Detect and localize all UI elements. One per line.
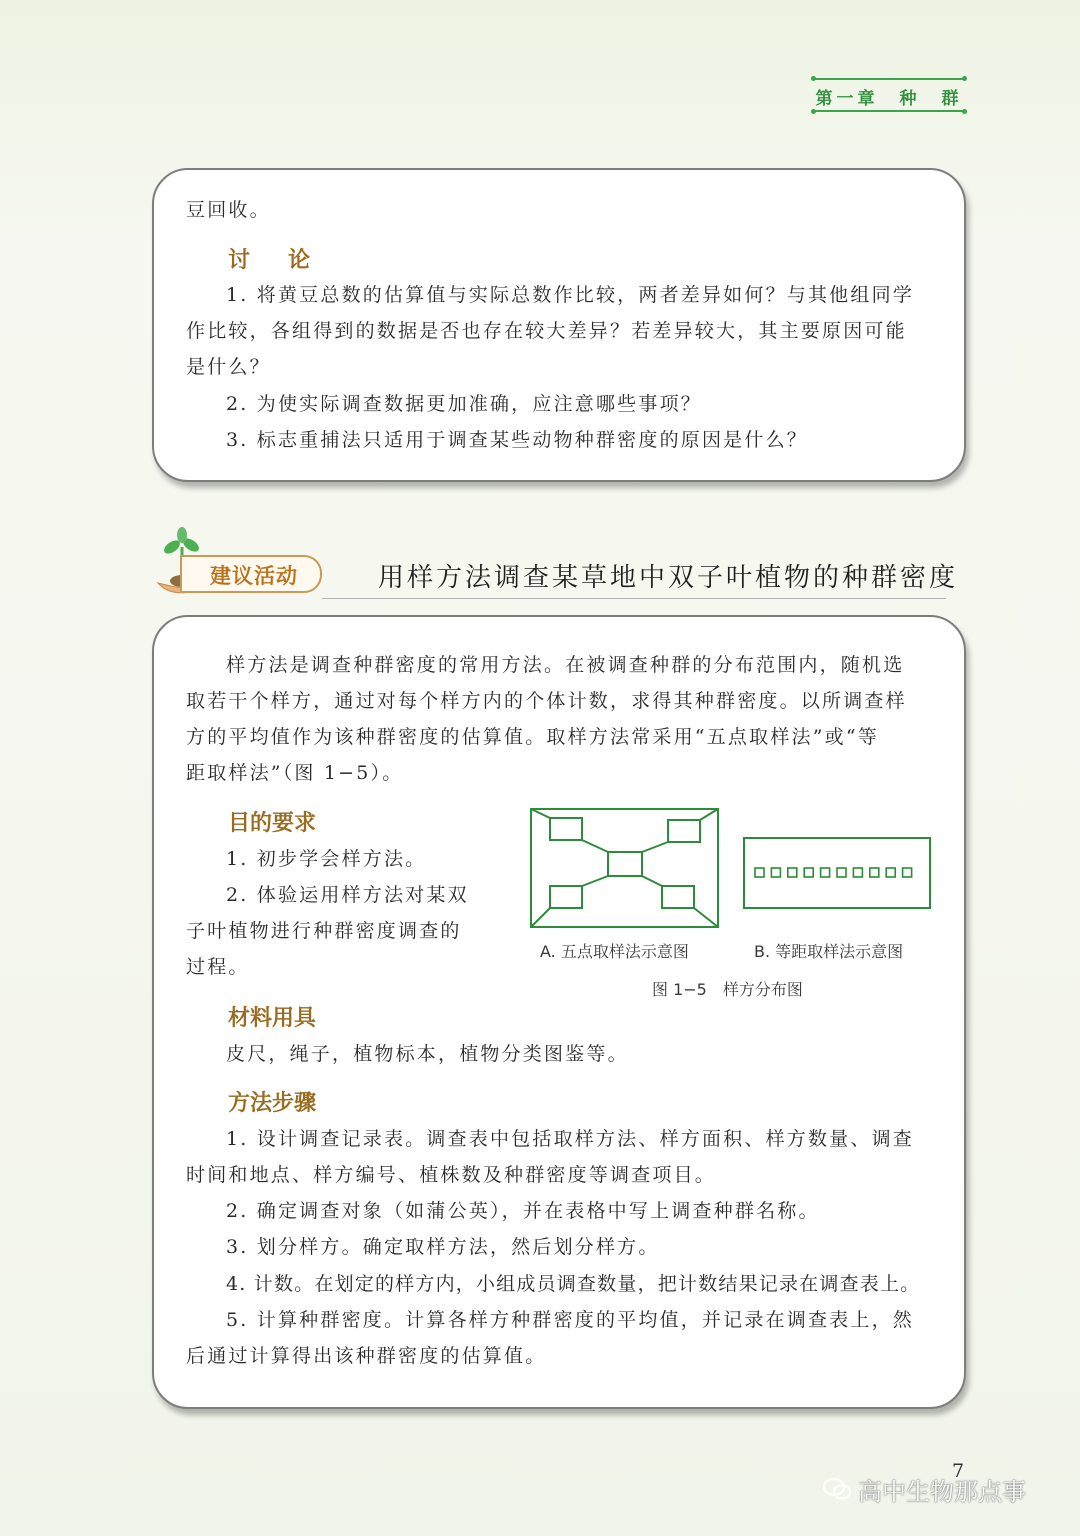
goal-line: 子叶植物进行种群密度调查的 (186, 920, 462, 942)
intro-line: 取若干个样方，通过对每个样方内的个体计数，求得其种群密度。以所调查样 (186, 690, 907, 712)
sample-square (755, 868, 764, 877)
chapter-tag-top-rule (814, 78, 964, 80)
discussion-line: 1. 将黄豆总数的估算值与实际总数作比较，两者差异如何？与其他组同学 (226, 284, 914, 306)
sample-square (853, 868, 862, 877)
goal-line: 过程。 (186, 956, 250, 978)
badge-label: 建议活动 (210, 564, 298, 588)
step-line: 5. 计算种群密度。计算各样方种群密度的平均值，并记录在调查表上，然 (226, 1309, 914, 1331)
sample-square (788, 868, 797, 877)
figure-caption: 图 1−5 样方分布图 (652, 980, 803, 999)
page-number: 7 (952, 1460, 965, 1482)
step-line: 2. 确定调查对象（如蒲公英），并在表格中写上调查种群名称。 (226, 1200, 820, 1222)
sample-square (886, 868, 895, 877)
intro-line: 样方法是调查种群密度的常用方法。在被调查种群的分布范围内，随机选 (226, 654, 905, 676)
wechat-icon (822, 1476, 852, 1502)
figure-caption-b: B. 等距取样法示意图 (754, 942, 904, 961)
sample-square (771, 868, 780, 877)
lead-text: 豆回收。 (186, 199, 271, 221)
chapter-tag-dot (962, 76, 967, 81)
goal-line: 1. 初步学会样方法。 (226, 848, 427, 870)
activity-title: 用样方法调查某草地中双子叶植物的种群密度 (378, 563, 959, 593)
materials-heading: 材料用具 (228, 1006, 317, 1031)
sample-square (804, 868, 813, 877)
equidistant-sampling-diagram (742, 836, 932, 912)
step-line: 1. 设计调查记录表。调查表中包括取样方法、样方面积、样方数量、调查 (226, 1128, 914, 1150)
chapter-tag-dot (811, 76, 816, 81)
sample-square (870, 868, 879, 877)
step-line: 4. 计数。在划定的样方内，小组成员调查数量，把计数结果记录在调查表上。 (226, 1273, 921, 1295)
intro-line: 距取样法”（图 1−5）。 (186, 762, 404, 784)
sample-square (821, 868, 830, 877)
sample-square (837, 868, 846, 877)
chapter-tag (814, 76, 964, 114)
intro-line: 方的平均值作为该种群密度的估算值。取样方法常采用“五点取样法”或“等 (186, 726, 879, 748)
step-line: 时间和地点、样方编号、植株数及种群密度等调查项目。 (186, 1164, 717, 1186)
materials-text: 皮尺，绳子，植物标本，植物分类图鉴等。 (226, 1043, 629, 1065)
discussion-heading: 讨 论 (228, 248, 319, 273)
five-point-sampling-diagram (524, 806, 724, 930)
sample-square (903, 868, 912, 877)
discussion-line: 3. 标志重捕法只适用于调查某些动物种群密度的原因是什么？ (226, 429, 808, 451)
chapter-tag-dot (811, 109, 816, 114)
discussion-line: 作比较，各组得到的数据是否也存在较大差异？若差异较大，其主要原因可能 (186, 320, 907, 342)
step-line: 后通过计算得出该种群密度的估算值。 (186, 1345, 547, 1367)
method-heading: 方法步骤 (228, 1091, 317, 1116)
goal-heading: 目的要求 (228, 811, 317, 836)
chapter-title: 第一章 种 群 (815, 89, 963, 109)
figure-caption-a: A. 五点取样法示意图 (540, 942, 689, 961)
title-rule (322, 598, 946, 599)
chapter-tag-bottom-rule (814, 110, 964, 112)
chapter-tag-dot (962, 109, 967, 114)
activity-badge (152, 525, 322, 597)
goal-line: 2. 体验运用样方法对某双 (226, 884, 469, 906)
discussion-line: 是什么？ (186, 356, 271, 378)
step-line: 3. 划分样方。确定取样方法，然后划分样方。 (226, 1236, 660, 1258)
watermark-text: 高中生物那点事 (858, 1478, 1026, 1506)
discussion-line: 2. 为使实际调查数据更加准确，应注意哪些事项？ (226, 393, 702, 415)
